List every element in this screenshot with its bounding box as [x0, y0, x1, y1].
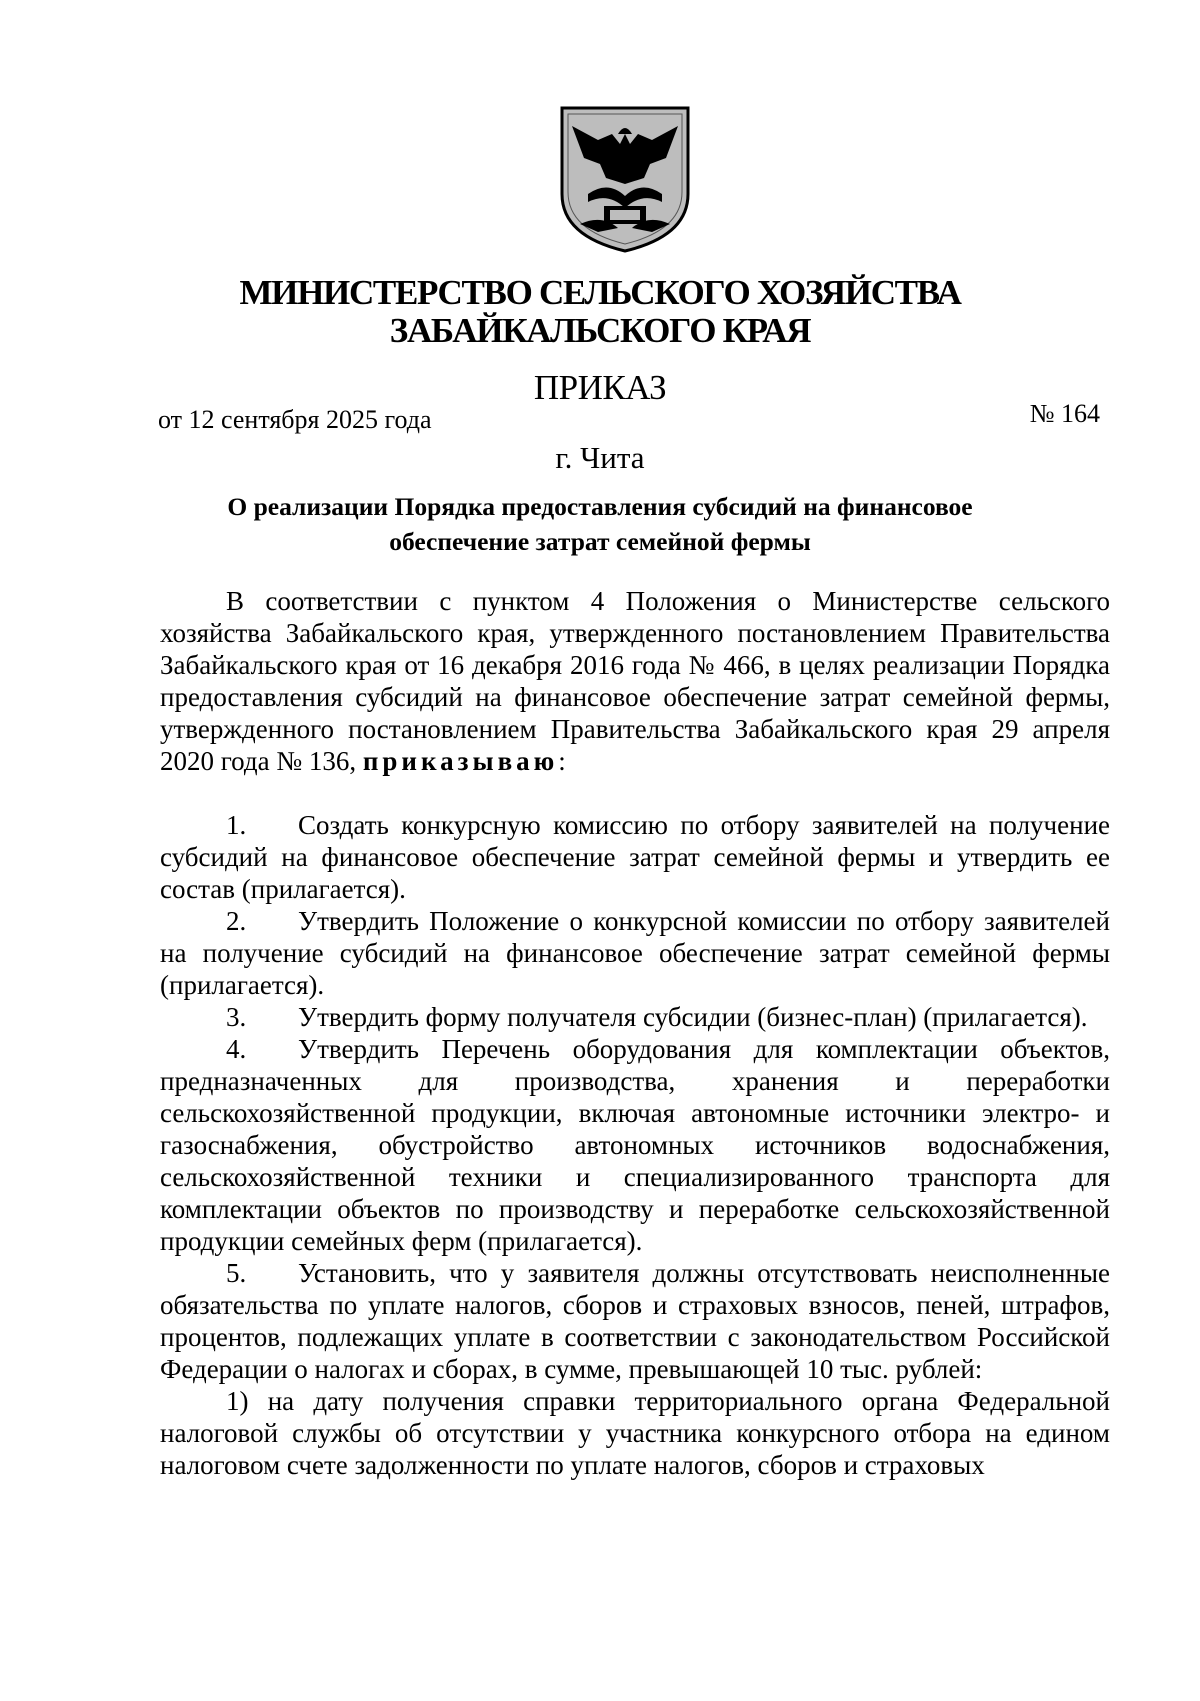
- item-number: 2.: [226, 906, 247, 936]
- order-city: г. Чита: [555, 440, 645, 475]
- ministry-name-line1: МИНИСТЕРСТВО СЕЛЬСКОГО ХОЗЯЙСТВА: [239, 273, 961, 312]
- subject-line2: обеспечение затрат семейной фермы: [389, 527, 811, 556]
- item-text: Утвердить форму получателя субсидии (бизнес-план) (прилагается).: [298, 1002, 1088, 1032]
- item-text: Установить, что у заявителя должны отсутствовать неисполненные обязательства по уплате налогов, сборов и страховых взносов, пеней, штрафов, процентов, подлежащих уплате в соответствии с законодательством Российской Федерации о налогах и сборах, в сумме, превышающей 10 тыс. рублей:: [160, 1258, 1110, 1384]
- item-text: Утвердить Положение о конкурсной комиссии по отбору заявителей на получение субсидий на финансовое обеспечение затрат семейной фермы (прилагается).: [160, 906, 1110, 1000]
- list-item: [160, 1033, 1110, 1257]
- item-text: Утвердить Перечень оборудования для комплектации объектов, предназначенных для производства, хранения и переработки сельскохозяйственной продукции, включая автономные источники электро- и газоснабжения, обустройство автономных источников водоснабжения, сельскохозяйственной техники и специализированного транспорта для комплектации объектов по производству и переработке сельскохозяйственной продукции семейных ферм (прилагается).: [160, 1034, 1110, 1256]
- subject-line1: О реализации Порядка предоставления субсидий на финансовое: [227, 492, 973, 521]
- order-word: приказываю: [362, 746, 559, 776]
- list-item: [160, 1001, 1110, 1033]
- list-item: [160, 1257, 1110, 1385]
- order-number: № 164: [1029, 399, 1100, 428]
- item-number: 1.: [226, 810, 247, 840]
- order-subject: [0, 489, 1200, 559]
- preamble-text: В соответствии с пунктом 4 Положения о Министерстве сельского хозяйства Забайкальского края, утвержденного постановлением Правительства Забайкальского края от 16 декабря 2016 года № 466, в целях реализации Порядка предоставления субсидий на финансовое обеспечение затрат семейной фермы, утвержденного постановлением Правительства Забайкальского края 29 апреля 2020 года № 136,: [160, 586, 1110, 776]
- list-item: [160, 809, 1110, 905]
- order-body: [160, 585, 1110, 1481]
- list-item: [160, 905, 1110, 1001]
- preamble-paragraph: [160, 585, 1110, 777]
- sub-item-text: на дату получения справки территориального органа Федеральной налоговой службы об отсутствии у участника конкурсного отбора на едином налоговом счете задолженности по уплате налогов, сборов и страховых: [160, 1386, 1110, 1480]
- sub-list-item: [160, 1385, 1110, 1481]
- preamble-tail: :: [558, 746, 566, 776]
- item-number: 4.: [226, 1034, 247, 1064]
- item-number: 5.: [226, 1258, 247, 1288]
- item-number: 3.: [226, 1002, 247, 1032]
- order-date: от 12 сентября 2025 года: [158, 405, 432, 434]
- ministry-name-line2: ЗАБАЙКАЛЬСКОГО КРАЯ: [389, 311, 811, 350]
- document-type-title: ПРИКАЗ: [533, 368, 667, 407]
- sub-item-number: 1): [226, 1386, 249, 1416]
- coat-of-arms-icon: [558, 104, 692, 254]
- item-text: Создать конкурсную комиссию по отбору заявителей на получение субсидий на финансовое обеспечение затрат семейной фермы и утвердить ее состав (прилагается).: [160, 810, 1110, 904]
